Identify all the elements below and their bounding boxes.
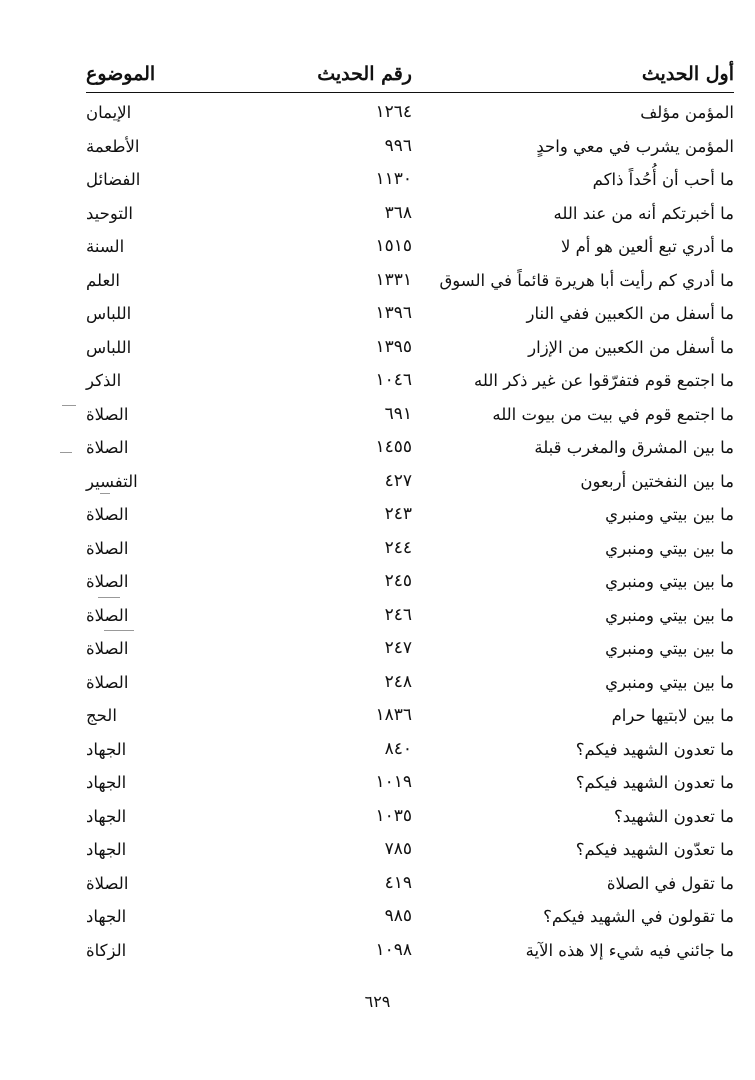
scan-mark (98, 597, 120, 598)
hadith-first-words: ما أخبرتكم أنه من عند الله (553, 203, 734, 223)
hadith-topic: الزكاة (86, 940, 127, 960)
hadith-first-words: ما تقول في الصلاة (606, 873, 734, 893)
table-row (86, 733, 734, 767)
table-row (86, 833, 734, 867)
hadith-topic: الصلاة (86, 672, 129, 692)
hadith-first-words: ما بين لابتيها حرام (611, 706, 734, 725)
hadith-topic: السنة (86, 237, 125, 256)
table-row (86, 331, 734, 365)
hadith-topic: الصلاة (86, 538, 129, 558)
hadith-first-words: ما اجتمع قوم في بيت من بيوت الله (492, 404, 734, 424)
hadith-topic: التوحيد (86, 203, 133, 223)
hadith-first-words: ما أدري كم رأيت أبا هريرة قائماً في السوق (439, 270, 734, 290)
hadith-topic: العلم (86, 270, 121, 290)
hadith-number: ٢٤٥ (384, 571, 412, 591)
hadith-first-words: ما اجتمع قوم فتفرّقوا عن غير ذكر الله (474, 371, 734, 390)
hadith-first-words: ما أسفل من الكعبين من الإزار (528, 337, 734, 357)
hadith-topic: الأطعمة (86, 136, 140, 156)
hadith-first-words: ما أحب أن أُحُداً ذاكم (592, 170, 734, 189)
hadith-number: ٨٤٠ (384, 738, 412, 759)
scan-mark (100, 493, 110, 494)
table-row (86, 197, 734, 231)
hadith-topic: الصلاة (86, 404, 129, 424)
hadith-number: ٤٢٧ (384, 470, 412, 491)
hadith-first-words: ما تعدون الشهيد فيكم؟ (575, 773, 734, 792)
table-row (86, 431, 734, 465)
hadith-number: ٧٨٥ (384, 839, 412, 859)
hadith-first-words: ما بين بيتي ومنبري (605, 672, 734, 692)
hadith-number: ١٣٩٦ (375, 303, 412, 323)
hadith-first-words: المؤمن مؤلف (640, 103, 734, 122)
hadith-number: ١٠٤٦ (375, 370, 412, 390)
table-row (86, 96, 734, 130)
hadith-number: ١٠٣٥ (375, 805, 412, 826)
hadith-topic: الحج (86, 706, 117, 725)
hadith-first-words: ما بين بيتي ومنبري (605, 605, 734, 625)
hadith-first-words: ما تعدون الشهيد فيكم؟ (575, 739, 734, 759)
table-row (86, 465, 734, 499)
scan-mark (62, 405, 76, 406)
hadith-first-words: ما بين النفختين أربعون (580, 471, 734, 491)
hadith-number: ١٣٣١ (375, 269, 412, 290)
hadith-number: ٢٤٣ (384, 504, 412, 524)
hadith-topic: اللباس (86, 304, 132, 323)
hadith-first-words: ما بين بيتي ومنبري (605, 639, 734, 658)
table-row (86, 800, 734, 834)
hadith-topic: اللباس (86, 337, 132, 357)
header-rule (86, 92, 734, 93)
hadith-first-words: ما بين بيتي ومنبري (605, 505, 734, 524)
hadith-number: ٢٤٤ (384, 537, 412, 558)
hadith-topic: الجهاد (86, 840, 127, 859)
table-row (86, 230, 734, 264)
hadith-topic: الصلاة (86, 605, 129, 625)
hadith-number: ٣٦٨ (384, 202, 412, 223)
table-row (86, 867, 734, 901)
hadith-first-words: ما أدري تبع ألعين هو أم لا (560, 237, 734, 256)
hadith-first-words: ما تعدون الشهيد؟ (614, 806, 734, 826)
hadith-topic: الصلاة (86, 873, 129, 893)
hadith-topic: الفضائل (86, 170, 141, 189)
scan-mark (104, 630, 134, 631)
table-row (86, 532, 734, 566)
hadith-topic: الذكر (86, 371, 122, 390)
index-table-body (86, 96, 734, 967)
hadith-number: ٩٩٦ (384, 135, 412, 156)
hadith-first-words: ما تعدّون الشهيد فيكم؟ (575, 840, 734, 859)
page-number: ٦٢٩ (364, 992, 391, 1011)
hadith-number: ١٠٩٨ (375, 939, 412, 960)
scan-mark (60, 452, 72, 453)
hadith-topic: الإيمان (86, 103, 132, 122)
hadith-number: ١٥١٥ (375, 236, 412, 256)
table-row (86, 297, 734, 331)
hadith-number: ٢٤٦ (384, 604, 412, 625)
hadith-topic: الجهاد (86, 773, 127, 792)
hadith-number: ١٨٣٦ (375, 705, 412, 725)
hadith-topic: التفسير (86, 471, 138, 491)
table-header (86, 60, 734, 90)
hadith-topic: الصلاة (86, 639, 129, 658)
hadith-first-words: ما بين المشرق والمغرب قبلة (534, 438, 734, 457)
hadith-number: ٩٨٥ (384, 906, 412, 926)
hadith-first-words: ما جائني فيه شيء إلا هذه الآية (525, 940, 734, 960)
header-topic: الموضوع (86, 63, 156, 85)
hadith-first-words: المؤمن يشرب في معي واحدٍ (536, 136, 734, 156)
hadith-topic: الجهاد (86, 739, 127, 759)
table-row (86, 364, 734, 398)
hadith-number: ١١٣٠ (375, 169, 412, 189)
hadith-number: ٦٩١ (384, 403, 412, 424)
header-hadith-number: رقم الحديث (317, 63, 412, 85)
table-row (86, 163, 734, 197)
table-row (86, 699, 734, 733)
hadith-first-words: ما بين بيتي ومنبري (605, 572, 734, 591)
table-row (86, 565, 734, 599)
table-row (86, 130, 734, 164)
table-row (86, 666, 734, 700)
hadith-first-words: ما أسفل من الكعبين ففي النار (526, 304, 734, 323)
table-row (86, 632, 734, 666)
hadith-topic: الجهاد (86, 806, 127, 826)
hadith-number: ٢٤٧ (384, 638, 412, 658)
hadith-number: ١٤٥٥ (375, 437, 412, 457)
hadith-topic: الصلاة (86, 438, 129, 457)
table-row (86, 900, 734, 934)
hadith-number: ٤١٩ (384, 872, 412, 893)
hadith-topic: الصلاة (86, 505, 129, 524)
table-row (86, 398, 734, 432)
table-row (86, 599, 734, 633)
hadith-topic: الصلاة (86, 572, 129, 591)
hadith-number: ١٠١٩ (375, 772, 412, 792)
hadith-number: ٢٤٨ (384, 671, 412, 692)
header-first-words: أول الحديث (641, 63, 734, 85)
hadith-number: ١٢٦٤ (375, 102, 412, 122)
table-row (86, 264, 734, 298)
table-row (86, 498, 734, 532)
hadith-first-words: ما بين بيتي ومنبري (605, 538, 734, 558)
hadith-topic: الجهاد (86, 907, 127, 926)
hadith-first-words: ما تقولون في الشهيد فيكم؟ (543, 907, 734, 926)
hadith-number: ١٣٩٥ (375, 336, 412, 357)
table-row (86, 766, 734, 800)
table-row (86, 934, 734, 968)
